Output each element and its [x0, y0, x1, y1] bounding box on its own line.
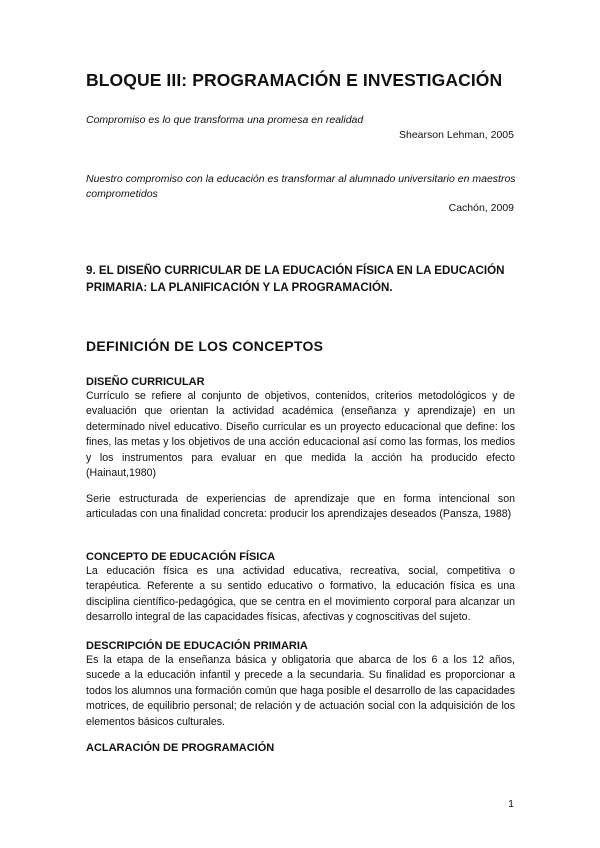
epigraph-author: Shearson Lehman, 2005	[398, 129, 514, 141]
paragraph: Currículo se refiere al conjunto de objetivos, contenidos, criterios metodológicos y de evaluación que orientan la actividad académica (enseñanza y aprendizaje) en un determinado nivel educativo. Diseño curricular es un proyecto educacional que define: los fines, las metas y los objetivos de una acción educacional así como las formas, los medios y los instrumentos para evaluar en que medida la acción ha producido efecto (Hainaut,1980)	[86, 390, 515, 480]
paragraph: Es la etapa de la enseñanza básica y obligatoria que abarca de los 6 a los 12 años, sucede a la educación infantil y precede a la secundaria. Su finalidad es proporcionar a todos los alumnos una formación común que haga posible el desarrollo de las capacidades motrices, de equilibrio personal; de relación y de actuación social con la adquisición de los elementos básicos culturales.	[86, 654, 515, 728]
chapter-title: 9. EL DISEÑO CURRICULAR DE LA EDUCACIÓN FÍSICA EN LA EDUCACIÓN PRIMARIA: LA PLANIFICACIÓN Y LA PROGRAMACIÓN.	[86, 264, 505, 294]
paragraph: Serie estructurada de experiencias de aprendizaje que en forma intencional son articuladas con una finalidad concreta: producir los aprendizajes deseados (Pansza, 1988)	[86, 493, 515, 521]
subsection-heading: DISEÑO CURRICULAR	[86, 376, 205, 388]
epigraph-quote: Nuestro compromiso con la educación es transformar al alumnado universitario en maestros comprometidos	[86, 173, 516, 200]
paragraph: La educación física es una actividad educativa, recreativa, social, competitiva o terapéutica. Referente a su sentido educativo o formativo, la educación física es una disciplina científico-pedagógica, que se centra en el movimiento corporal para alcanzar un desarrollo integral de las capacidades físicas, afectivas y cognoscitivas del sujeto.	[86, 565, 515, 624]
epigraph-quote: Compromiso es lo que transforma una promesa en realidad	[86, 114, 364, 126]
section-title: DEFINICIÓN DE LOS CONCEPTOS	[86, 338, 324, 354]
subsection-heading: ACLARACIÓN DE PROGRAMACIÓN	[86, 742, 275, 754]
subsection-heading: DESCRIPCIÓN DE EDUCACIÓN PRIMARIA	[86, 640, 308, 652]
subsection-heading: CONCEPTO DE EDUCACIÓN FÍSICA	[86, 551, 276, 563]
epigraph-author: Cachón, 2009	[448, 202, 514, 214]
page-number: 1	[508, 798, 514, 810]
block-title: BLOQUE III: PROGRAMACIÓN E INVESTIGACIÓN	[86, 70, 503, 90]
